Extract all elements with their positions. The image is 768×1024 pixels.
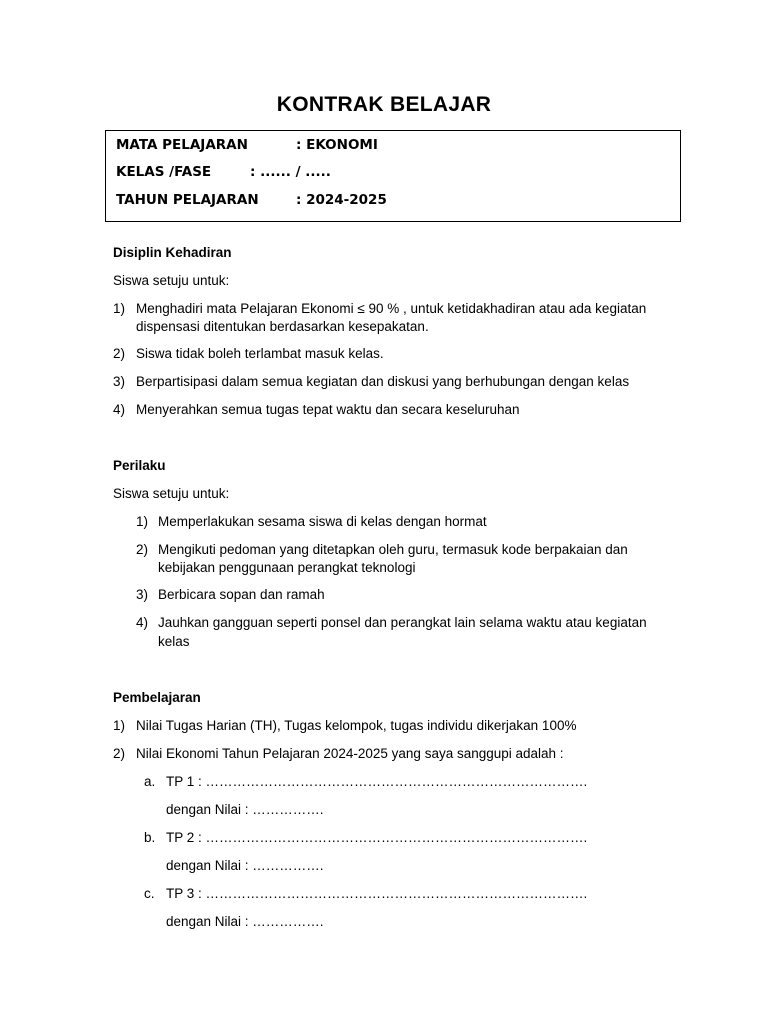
behavior-item-number: 1) (136, 514, 149, 529)
attendance-item-text: Menghadiri mata Pelajaran Ekonomi ≤ 90 % , untuk ketidakhadiran atau ada kegiatan (136, 301, 647, 316)
attendance-item-number: 3) (113, 374, 126, 389)
behavior-item-number: 4) (136, 615, 149, 630)
attendance-item-text: Berpartisipasi dalam semua kegiatan dan diskusi yang berhubungan dengan kelas (136, 374, 630, 389)
learning-item-number: 2) (113, 746, 126, 761)
behavior-item-text: Berbicara sopan dan ramah (158, 587, 325, 602)
learning-item-text: Nilai Ekonomi Tahun Pelajaran 2024-2025 yang saya sanggupi adalah : (136, 746, 564, 761)
behavior-item-text-cont: kebijakan penggunaan perangkat teknologi (158, 560, 416, 575)
subject-label: MATA PELAJARAN (116, 137, 248, 153)
behavior-item-text: Mengikuti pedoman yang ditetapkan oleh guru, termasuk kode berpakaian dan (158, 542, 628, 557)
attendance-intro: Siswa setuju untuk: (113, 273, 230, 288)
class-value: : ...... / ..... (250, 164, 331, 180)
attendance-item-number: 4) (113, 402, 126, 417)
score-line: dengan Nilai : ……………. (166, 914, 324, 929)
attendance-item-number: 1) (113, 301, 126, 316)
learning-heading: Pembelajaran (113, 690, 201, 705)
class-label: KELAS /FASE (116, 164, 212, 180)
attendance-item-text: Menyerahkan semua tugas tepat waktu dan secara keseluruhan (136, 402, 520, 417)
behavior-item-number: 2) (136, 542, 149, 557)
attendance-item-text: Siswa tidak boleh terlambat masuk kelas. (136, 346, 384, 361)
behavior-item-number: 3) (136, 587, 149, 602)
learning-item-text: Nilai Tugas Harian (TH), Tugas kelompok, tugas individu dikerjakan 100% (136, 718, 577, 733)
behavior-item-text: Memperlakukan sesama siswa di kelas dengan hormat (158, 514, 487, 529)
tp-line: TP 2 : …………………………………………………………………………. (166, 830, 588, 845)
learning-item-number: 1) (113, 718, 126, 733)
sub-item-letter: c. (144, 886, 155, 901)
behavior-heading: Perilaku (113, 458, 166, 473)
attendance-heading: Disiplin Kehadiran (113, 245, 232, 260)
score-line: dengan Nilai : ……………. (166, 858, 324, 873)
page-title: KONTRAK BELAJAR (276, 93, 492, 116)
tp-line: TP 1 : …………………………………………………………………………. (166, 774, 588, 789)
year-label: TAHUN PELAJARAN (116, 192, 259, 208)
attendance-item-number: 2) (113, 346, 126, 361)
behavior-intro: Siswa setuju untuk: (113, 486, 230, 501)
score-line: dengan Nilai : ……………. (166, 802, 324, 817)
attendance-item-text-cont: dispensasi ditentukan berdasarkan kesepakatan. (136, 319, 429, 334)
behavior-item-text: Jauhkan gangguan seperti ponsel dan perangkat lain selama waktu atau kegiatan (158, 615, 647, 630)
sub-item-letter: b. (144, 830, 156, 845)
sub-item-letter: a. (144, 774, 156, 789)
info-box (105, 130, 681, 222)
tp-line: TP 3 : …………………………………………………………………………. (166, 886, 588, 901)
year-value: : 2024-2025 (296, 192, 387, 208)
behavior-item-text-cont: kelas (158, 634, 190, 649)
subject-value: : EKONOMI (296, 137, 378, 153)
